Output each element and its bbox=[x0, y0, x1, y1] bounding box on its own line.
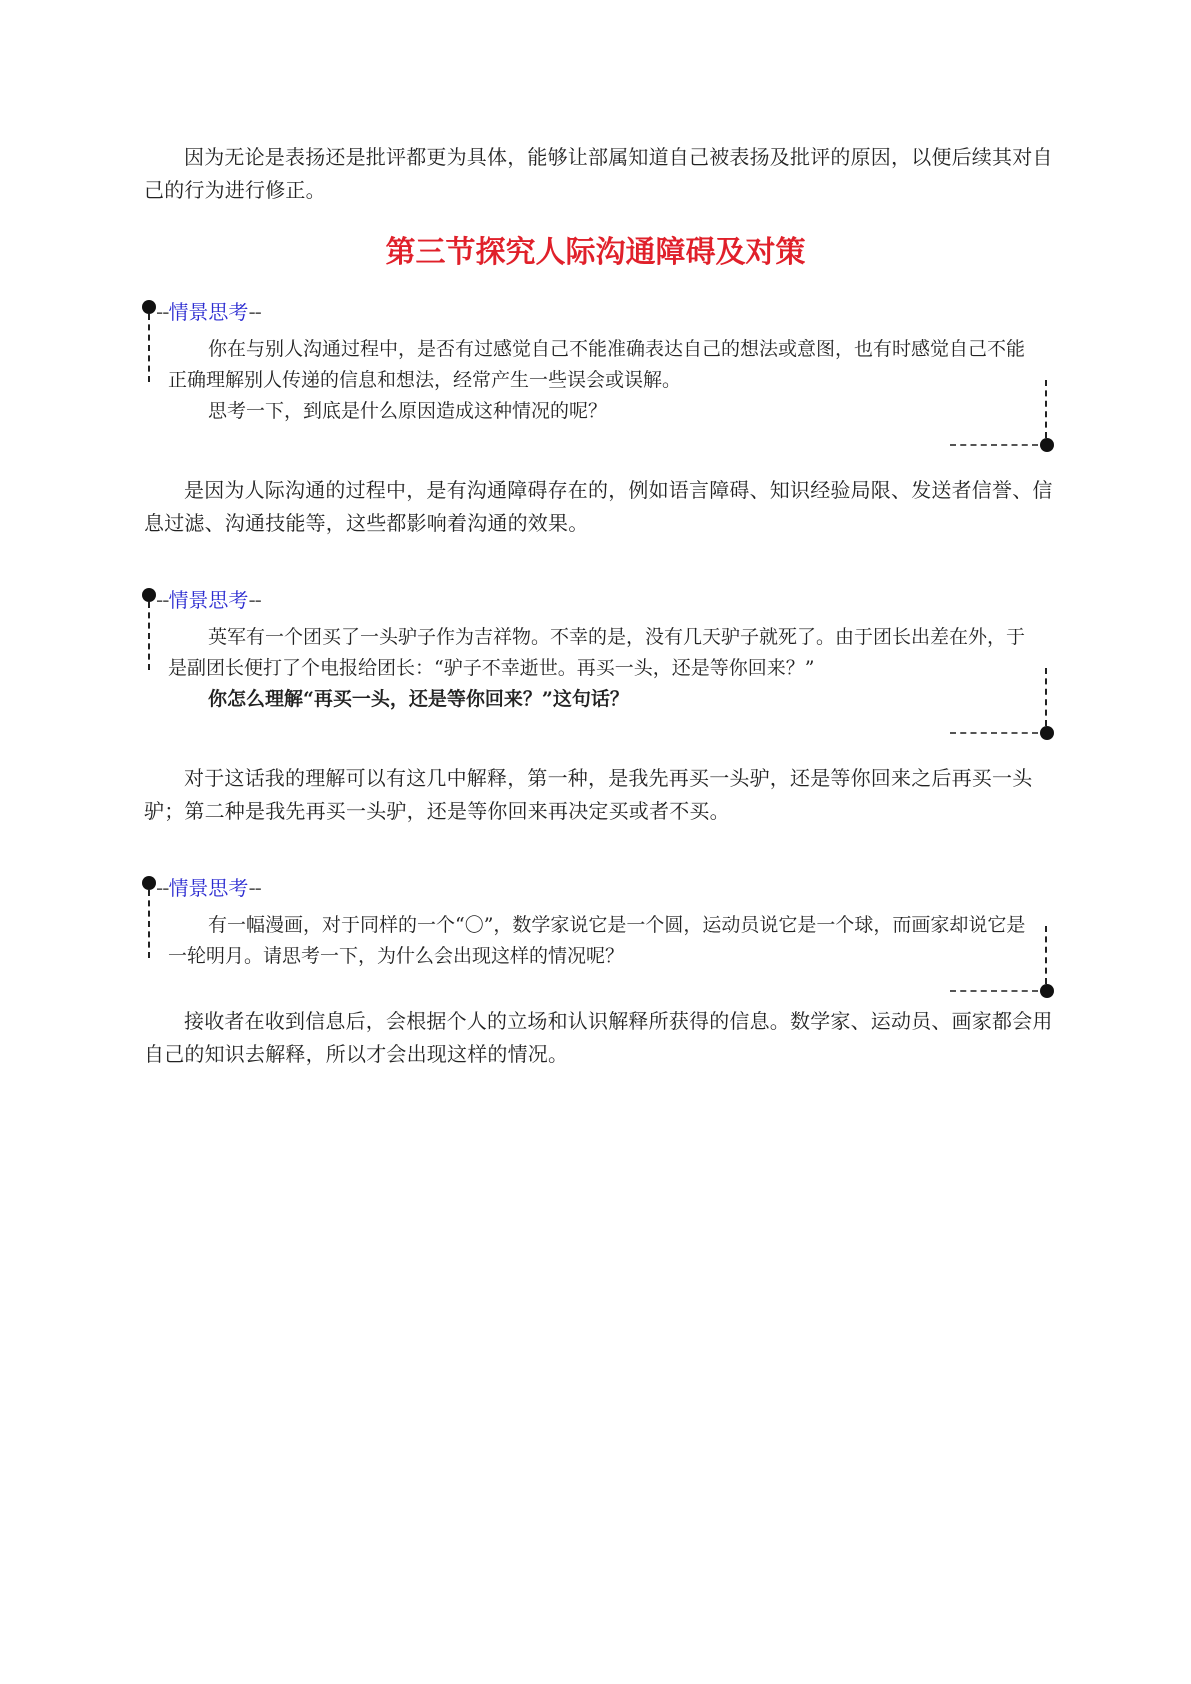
scenario-text: 有一幅漫画，对于同样的一个“〇”，数学家说它是一个圆，运动员说它是一个球，而画家却说它是一轮明月。请思考一下，为什么会出现这样的情况呢？ bbox=[168, 914, 1026, 967]
scenario-label: --情景思考-- bbox=[156, 300, 261, 324]
intro-paragraph: 因为无论是表扬还是批评都更为具体，能够让部属知道自己被表扬及批评的原因，以便后续其对自己的行为进行修正。 bbox=[144, 145, 1053, 202]
right-dashed-rule bbox=[1045, 380, 1047, 438]
end-dashes bbox=[950, 990, 1038, 992]
answer-paragraph-2: 对于这话我的理解可以有这几中解释，第一种，是我先再买一头驴，还是等你回来之后再买一头驴；第二种是我先再买一头驴，还是等你回来再决定买或者不买。 bbox=[144, 766, 1033, 823]
left-dashed-rule bbox=[148, 890, 150, 958]
scenario-text: 你在与别人沟通过程中，是否有过感觉自己不能准确表达自己的想法或意图，也有时感觉自己不能正确理解别人传递的信息和想法，经常产生一些误会或误解。 bbox=[168, 338, 1026, 391]
bullet-dot-icon bbox=[142, 300, 156, 314]
end-dot-icon bbox=[1040, 438, 1054, 452]
scenario-body bbox=[168, 910, 1038, 972]
scenario-text: 英军有一个团买了一头驴子作为吉祥物。不幸的是，没有几天驴子就死了。由于团长出差在外，于是副团长便打了个电报给团长：“驴子不幸逝世。再买一头，还是等你回来？” bbox=[168, 626, 1026, 679]
left-dashed-rule bbox=[148, 314, 150, 382]
scenario-label: --情景思考-- bbox=[156, 876, 261, 900]
scenario-question: 你怎么理解“再买一头，还是等你回来？”这句话？ bbox=[208, 688, 629, 710]
scenario-box-3 bbox=[142, 876, 1060, 996]
right-dashed-rule bbox=[1045, 926, 1047, 984]
answer-paragraph-3: 接收者在收到信息后，会根据个人的立场和认识解释所获得的信息。数学家、运动员、画家都会用自己的知识去解释，所以才会出现这样的情况。 bbox=[144, 1009, 1053, 1066]
scenario-label: --情景思考-- bbox=[156, 588, 261, 612]
answer-paragraph-1: 是因为人际沟通的过程中，是有沟通障碍存在的，例如语言障碍、知识经验局限、发送者信誉、信息过滤、沟通技能等，这些都影响着沟通的效果。 bbox=[144, 478, 1053, 535]
bullet-dot-icon bbox=[142, 588, 156, 602]
left-dashed-rule bbox=[148, 602, 150, 670]
scenario-box-1 bbox=[142, 300, 1060, 450]
right-dashed-rule bbox=[1045, 668, 1047, 726]
end-dashes bbox=[950, 444, 1038, 446]
scenario-box-2 bbox=[142, 588, 1060, 738]
bullet-dot-icon bbox=[142, 876, 156, 890]
end-dot-icon bbox=[1040, 984, 1054, 998]
end-dashes bbox=[950, 732, 1038, 734]
section-title: 第三节探究人际沟通障碍及对策 bbox=[385, 235, 806, 270]
scenario-body bbox=[168, 334, 1038, 427]
scenario-question: 思考一下，到底是什么原因造成这种情况的呢？ bbox=[208, 400, 608, 422]
scenario-body bbox=[168, 622, 1038, 715]
end-dot-icon bbox=[1040, 726, 1054, 740]
